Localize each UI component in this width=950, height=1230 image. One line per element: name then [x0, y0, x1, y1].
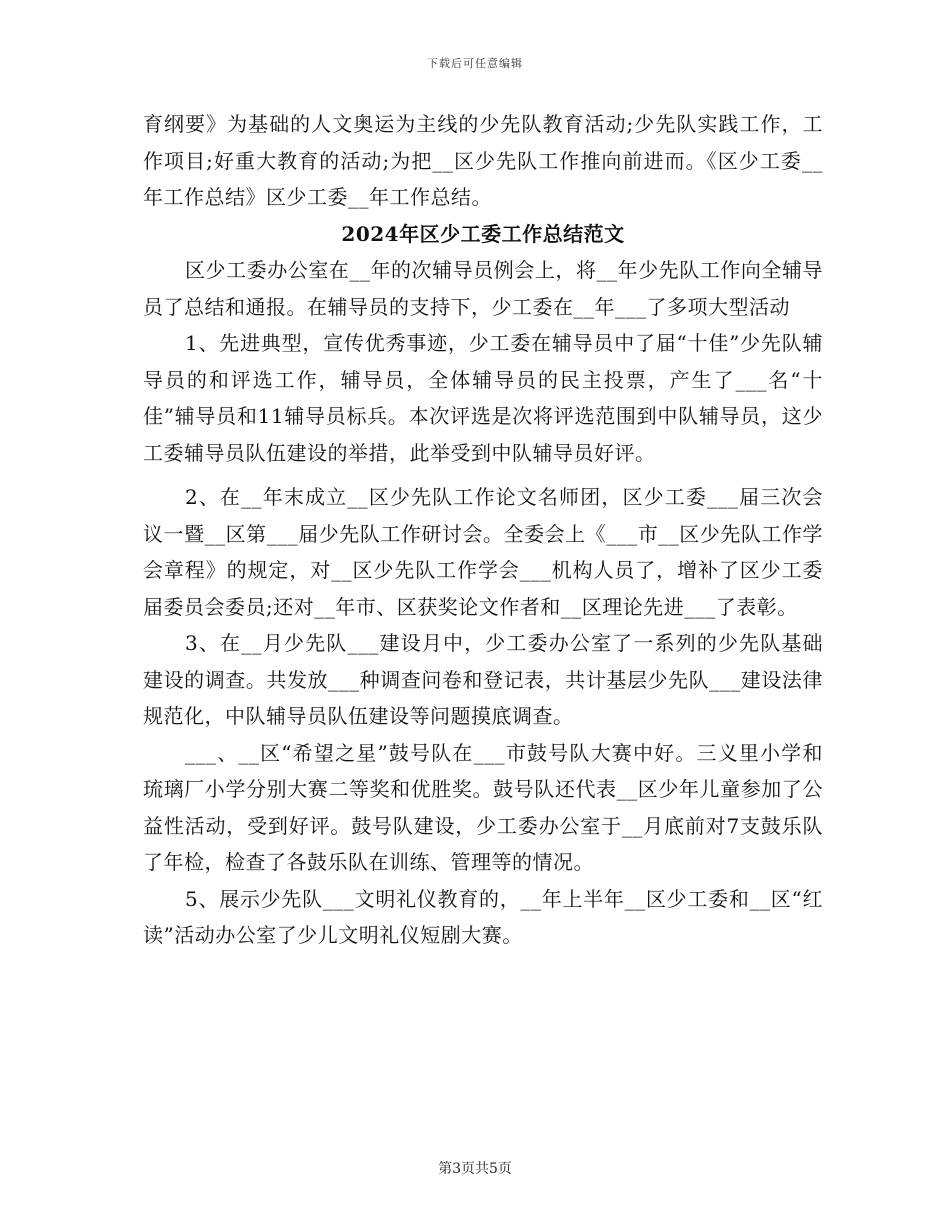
header-note: 下载后可任意编辑: [427, 57, 523, 70]
paragraph-item-5: 5、展示少先队___文明礼仪教育的，__年上半年__区少工委和__区“红读”活动办公室了少儿文明礼仪短剧大赛。: [143, 886, 823, 947]
paragraph-item-4: ___、__区“希望之星”鼓号队在___市鼓号队大赛中好。三义里小学和琉璃厂小学分别大赛二等奖和优胜奖。鼓号队还代表__区少年儿童参加了公益性活动，受到好评。鼓号队建设，少工委办公室于__月底前对7支鼓乐队了年检，检查了各鼓乐队在训练、管理等的情况。: [143, 740, 823, 874]
page-number: 第3页共5页: [438, 1161, 512, 1177]
continuation-paragraph: 育纲要》为基础的人文奥运为主线的少先队教育活动;少先队实践工作，工作项目;好重大教育的活动;为把__区少先队工作推向前进而。《区少工委__年工作总结》区少工委__年工作总结。: [143, 112, 823, 209]
paragraph-item-1: 1、先进典型，宣传优秀事迹，少工委在辅导员中了届“十佳”少先队辅导员的和评选工作，辅导员，全体辅导员的民主投票，产生了___名“十佳”辅导员和11辅导员标兵。本次评选是次将评选范围到中队辅导员，这少工委辅导员队伍建设的举措，此举受到中队辅导员好评。: [143, 331, 823, 465]
document-title: 2024年区少工委工作总结范文: [341, 221, 625, 246]
paragraph-intro: 区少工委办公室在__年的次辅导员例会上，将__年少先队工作向全辅导员了总结和通报。在辅导员的支持下，少工委在__年___了多项大型活动: [143, 258, 823, 319]
paragraph-item-2: 2、在__年末成立__区少先队工作论文名师团，区少工委___届三次会议一暨__区第___届少先队工作研讨会。全委会上《___市__区少先队工作学会章程》的规定，对__区少先队工作学会___机构人员了，增补了区少工委届委员会委员;还对__年市、区获奖论文作者和__区理论先进___了表彰。: [143, 485, 823, 619]
document-body: [143, 106, 823, 954]
paragraph-item-3: 3、在__月少先队___建设月中，少工委办公室了一系列的少先队基础建设的调查。共发放___种调查问卷和登记表，共计基层少先队___建设法律规范化，中队辅导员队伍建设等问题摸底调查。: [143, 631, 823, 728]
